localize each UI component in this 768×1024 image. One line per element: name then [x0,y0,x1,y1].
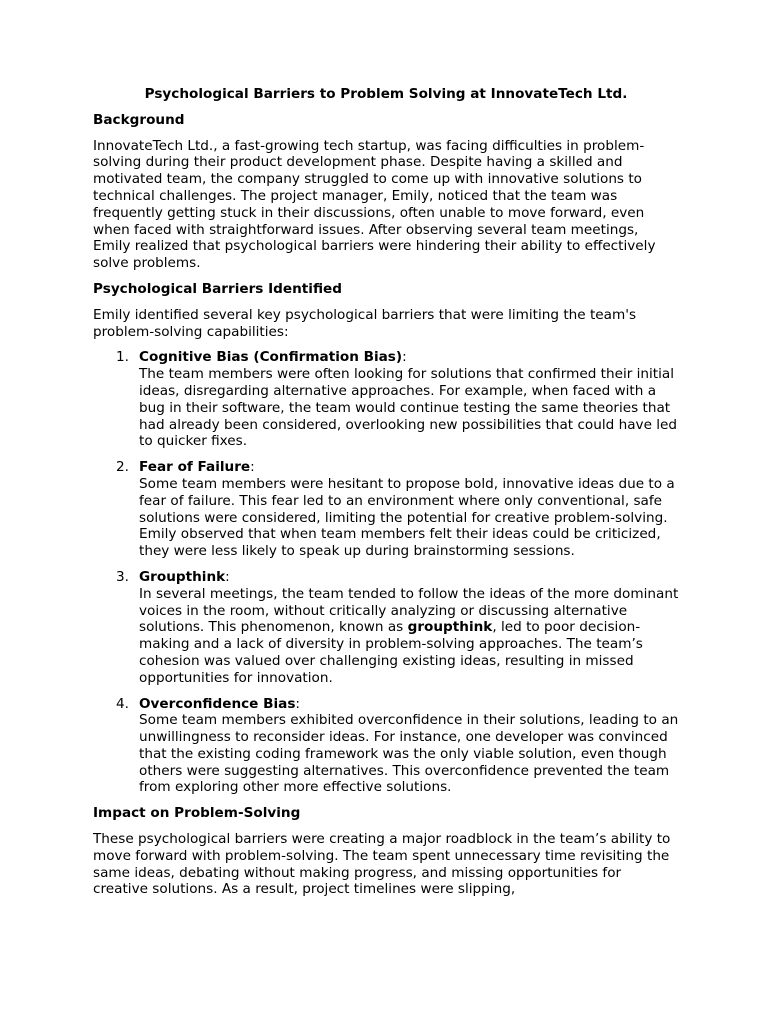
barrier-colon: : [402,349,407,366]
barrier-name: Cognitive Bias (Confirmation Bias) [139,349,403,366]
list-number: 2. [116,459,129,476]
barriers-list [93,349,679,796]
barrier-name: Overconfidence Bias [139,695,296,712]
background-heading: Background [93,111,185,128]
list-number: 4. [116,695,129,712]
description-bold-term: groupthink [407,619,493,636]
list-number: 1. [116,349,129,366]
document-page [93,86,679,907]
barrier-item-fear-of-failure [93,459,679,560]
barriers-heading: Psychological Barriers Identified [93,280,342,297]
barrier-item-overconfidence-bias [93,696,679,797]
barrier-name: Fear of Failure [139,459,251,476]
impact-paragraph: These psychological barriers were creating a major roadblock in the team’s ability to move forward with problem-solving. The team spent unnecessary time revisiting the same ideas, debating without making progress, and missing opportunities for creative solutions. As a result, project timelines were slipping, [93,831,671,898]
barrier-name: Groupthink [139,568,226,585]
document-title: Psychological Barriers to Problem Solving at InnovateTech Ltd. [144,86,628,102]
list-number: 3. [116,568,129,585]
barrier-description [139,586,679,687]
barrier-item-confirmation-bias [93,349,679,450]
impact-heading: Impact on Problem-Solving [93,805,301,822]
barrier-description: Some team members exhibited overconfidence in their solutions, leading to an unwillingness to reconsider ideas. For instance, one developer was convinced that the existing coding framework was the only viable solution, even though others were suggesting alternatives. This overconfidence prevented the team from exploring other more effective solutions. [139,712,679,796]
barriers-intro-paragraph: Emily identified several key psychological barriers that were limiting the team's problem-solving capabilities: [93,306,637,340]
barrier-description: Some team members were hesitant to propose bold, innovative ideas due to a fear of failure. This fear led to an environment where only conventional, safe solutions were considered, limiting the potential for creative problem-solving. Emily observed that when team members felt their ideas could be criticized, they were less likely to speak up during brainstorming sessions. [139,475,675,560]
background-paragraph: InnovateTech Ltd., a fast-growing tech startup, was facing difficulties in problem-solving during their product development phase. Despite having a skilled and motivated team, the company struggled to come up with innovative solutions to technical challenges. The project manager, Emily, noticed that the team was frequently getting stuck in their discussions, often unable to move forward, even when faced with straightforward issues. After observing several team meetings, Emily realized that psychological barriers were hindering their ability to effectively solve problems. [93,137,656,272]
description-text-before: In several meetings, the team tended to follow the ideas of the more dominant voices in the room, without critically analyzing or discussing alternative solutions. This phenomenon, known as [139,585,679,636]
barrier-item-groupthink [93,569,679,687]
barrier-colon: : [295,695,301,712]
barrier-colon: : [225,568,230,585]
barrier-colon: : [250,459,255,476]
description-text-after: , led to poor decision-making and a lack of diversity in problem-solving approaches. The team’s cohesion was valued over challenging existing ideas, resulting in missed opportunities for innovation. [139,619,643,686]
barrier-description: The team members were often looking for solutions that confirmed their initial ideas, disregarding alternative approaches. For example, when faced with a bug in their software, the team would continue testing the same theories that had already been considered, overlooking new possibilities that could have led to quicker fixes. [139,366,678,450]
